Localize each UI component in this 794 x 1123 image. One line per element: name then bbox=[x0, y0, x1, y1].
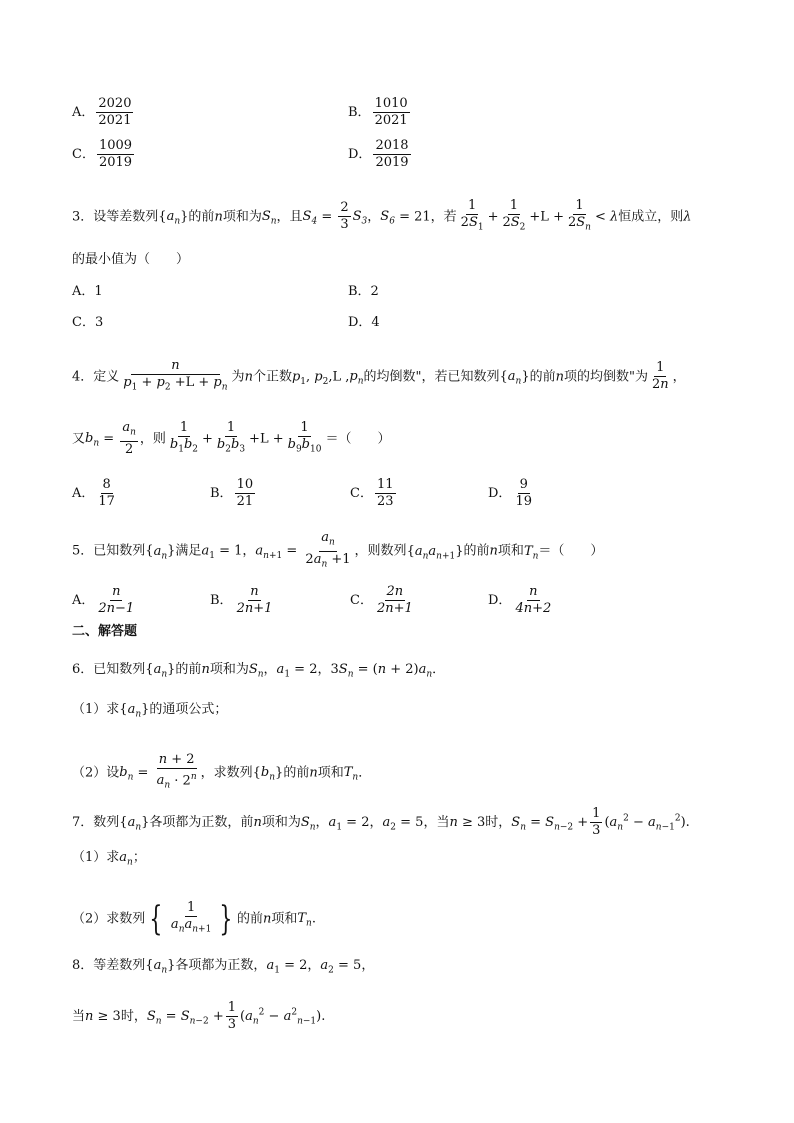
section-title: 二、解答题 bbox=[72, 624, 138, 639]
q2-option-c: C． $\frac{1009}{2019}$ bbox=[72, 138, 133, 170]
fraction: $\frac{1}{a_na_{n+1}}$ bbox=[170, 900, 212, 935]
q7-sub2: （2）求数列 { $\frac{1}{a_na_{n+1}}$ } 的前n项和$T_n$. bbox=[72, 898, 316, 939]
fraction: $\frac{n}{4n+2}$ bbox=[515, 584, 552, 616]
q4-option-b: B． $\frac{10}{21}$ bbox=[210, 477, 254, 509]
fraction: $\frac{2}{3}$ bbox=[340, 200, 349, 233]
q3-option-c: C．3 bbox=[72, 315, 104, 330]
q4-stem: 4．定义 $\frac{n}{p_1 + p_2 +L + p_n}$ 为n个正数$p_1$, $p_2,L$ $,p_n$的均倒数"，若已知数列$\{a_n\}$的前n项的均倒数"为 $\frac{1}{2n}$ ， bbox=[72, 358, 686, 396]
q8-stem-line2: 当n ≥ 3时，$S_n = S_{n-2}$ + $\frac{1}{3}$ $(a_n^2 - a^2_{n-1})$. bbox=[72, 1000, 326, 1032]
q7-sub1: （1）求$a_n$； bbox=[72, 850, 146, 868]
fraction: $\frac{1}{2S_1}$ bbox=[460, 198, 484, 233]
q5-stem: 5．已知数列$\{a_n\}$满足$a_1 = 1$，$a_{n+1}$ = $\frac{a_n}{2a_n +1}$ ，则数列$\{a_na_{n+1}\}$的前n项和$T_n=$（ ） bbox=[72, 530, 603, 572]
fraction: $\frac{10}{21}$ bbox=[236, 477, 254, 509]
q7-stem: 7．数列$\{a_n\}$各项都为正数，前n项和为$S_n$，$a_1 = 2$，$a_2 = 5$，当n ≥ 3时，$S_n = S_{n-2}$ + $\frac{1}{3}$ $(a_n^2 - a_{n-1}^2)$. bbox=[72, 806, 690, 838]
q6-sub1: （1）求$\{a_n\}$的通项公式； bbox=[72, 702, 228, 720]
fraction: $\frac{9}{19}$ bbox=[515, 477, 532, 509]
q3-stem: 3．设等差数列$\{a_n\}$的前n项和为$S_n$，且$S_4$ = $\frac{2}{3}$ $S_3$，$S_6 = 21$，若 $\frac{1}{2S_1}$ + $\frac{1}{2S_2}$ +L + $\frac{1}{2S_n}$ < λ恒成立，则λ bbox=[72, 198, 692, 236]
q4-option-c: C． $\frac{11}{23}$ bbox=[350, 477, 394, 509]
q5-option-a: A． $\frac{n}{2n-1}$ bbox=[72, 584, 135, 616]
fraction: $\frac{1}{b_2b_3}$ bbox=[216, 420, 246, 455]
q4-option-d: D． $\frac{9}{19}$ bbox=[488, 477, 532, 509]
fraction: $\frac{1}{3}$ bbox=[227, 1000, 237, 1032]
fraction: $\frac{2n}{2n+1}$ bbox=[376, 584, 413, 616]
q5-option-b: B． $\frac{n}{2n+1}$ bbox=[210, 584, 273, 616]
fraction: $\frac{1010}{2021}$ bbox=[374, 96, 408, 128]
fraction: $\frac{n}{p_1 + p_2 +L + p_n}$ bbox=[123, 358, 228, 393]
fraction: $\frac{n + 2}{a_n \cdot 2^n}$ bbox=[156, 752, 197, 791]
q6-stem: 6．已知数列$\{a_n\}$的前n项和为$S_n$，$a_1 = 2$，$3S_n = (n + 2)a_n$． bbox=[72, 662, 446, 680]
fraction: $\frac{1009}{2019}$ bbox=[98, 138, 133, 170]
fraction: $\frac{1}{2S_n}$ bbox=[567, 198, 591, 233]
fraction: $\frac{11}{23}$ bbox=[376, 477, 394, 509]
q3-option-b: B．2 bbox=[348, 284, 379, 299]
q3-option-a: A．1 bbox=[72, 284, 103, 299]
fraction: $\frac{n}{2n+1}$ bbox=[236, 584, 273, 616]
q6-sub2: （2）设$b_n$ = $\frac{n + 2}{a_n \cdot 2^n}$ ，求数列$\{b_n\}$的前n项和$T_n$． bbox=[72, 752, 371, 794]
fraction: $\frac{1}{b_9b_{10}}$ bbox=[287, 420, 322, 455]
fraction: $\frac{a_n}{2}$ bbox=[122, 420, 136, 457]
q5-option-c: C． $\frac{2n}{2n+1}$ bbox=[350, 584, 413, 616]
q3-stem-line2: 的最小值为（ ） bbox=[72, 252, 190, 267]
fraction: $\frac{1}{2S_2}$ bbox=[502, 198, 526, 233]
fraction: $\frac{8}{17}$ bbox=[98, 477, 115, 509]
q3-option-d: D．4 bbox=[348, 315, 380, 330]
fraction: $\frac{a_n}{2a_n +1}$ bbox=[305, 530, 351, 570]
fraction: $\frac{1}{2n}$ bbox=[651, 360, 669, 393]
fraction: $\frac{1}{b_1b_2}$ bbox=[169, 420, 199, 455]
q5-option-d: D． $\frac{n}{4n+2}$ bbox=[488, 584, 552, 616]
q2-option-b: B． $\frac{1010}{2021}$ bbox=[348, 96, 408, 128]
fraction: $\frac{2020}{2021}$ bbox=[98, 96, 132, 128]
q4-option-a: A． $\frac{8}{17}$ bbox=[72, 477, 115, 509]
q2-option-a: A． $\frac{2020}{2021}$ bbox=[72, 96, 132, 128]
fraction: $\frac{n}{2n-1}$ bbox=[98, 584, 135, 616]
fraction: $\frac{2018}{2019}$ bbox=[375, 138, 409, 170]
q2-option-d: D． $\frac{2018}{2019}$ bbox=[348, 138, 409, 170]
q8-stem: 8．等差数列$\{a_n\}$各项都为正数，$a_1 = 2$，$a_2 = 5$， bbox=[72, 958, 375, 976]
fraction: $\frac{1}{3}$ bbox=[592, 806, 601, 838]
q4-stem-line2: 又$b_n$ = $\frac{a_n}{2}$ ，则 $\frac{1}{b_1b_2}$ + $\frac{1}{b_2b_3}$ +L + $\frac{1}{b_9b_{10}}$ ＝（ ） bbox=[72, 420, 391, 457]
